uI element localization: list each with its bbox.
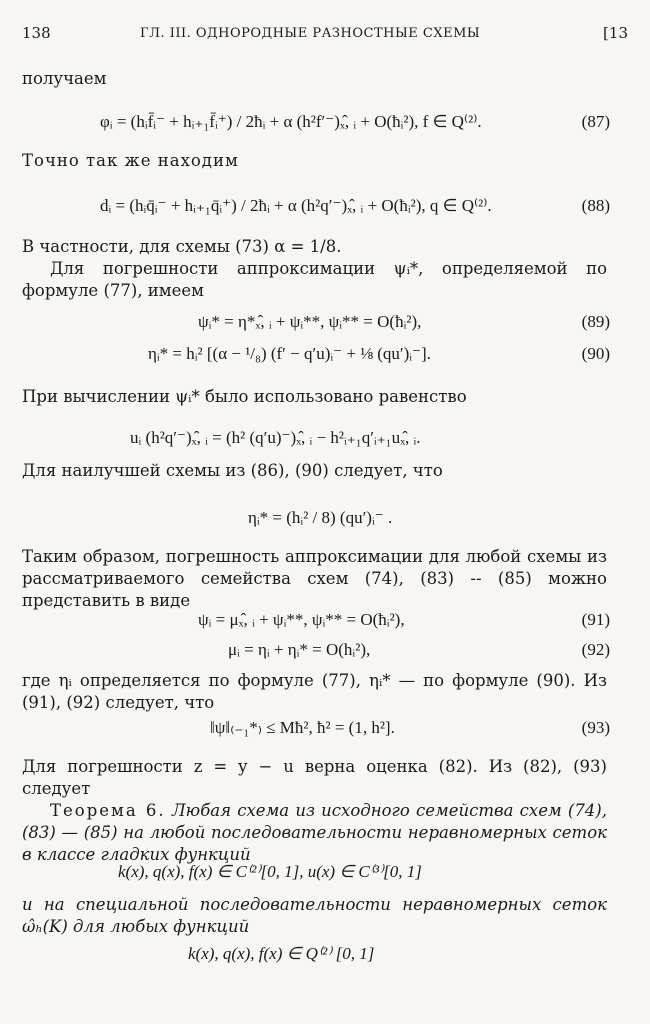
equation-number-92: (92) xyxy=(581,640,610,659)
text-pri-vychislenii: При вычислении ψᵢ* было использовано равенство xyxy=(22,387,467,406)
equation-number-87: (87) xyxy=(581,112,610,131)
equation-87: φᵢ = (hᵢf̄ᵢ⁻ + hᵢ₊₁f̄ᵢ⁺) / 2ħᵢ + α (h²f′⁻)ₓ̂, ᵢ + O(ħᵢ²), f ∈ Q⁽²⁾. xyxy=(100,112,482,131)
equation-92: μᵢ = ηᵢ + ηᵢ* = O(hᵢ²), xyxy=(228,640,371,659)
equation-number-91: (91) xyxy=(581,610,610,629)
text-tochno: Точно так же находим xyxy=(22,151,239,170)
theorem-6 xyxy=(22,800,607,866)
section-ref: [13 xyxy=(603,24,628,42)
text-chastnosti: В частности, для схемы (73) α = 1/8. xyxy=(22,237,342,256)
equation-class-c: k(x), q(x), f(x) ∈ C⁽²⁾[0, 1], u(x) ∈ C⁽³⁾[0, 1] xyxy=(118,862,422,881)
equation-ravenstvo: uᵢ (h²q′⁻)ₓ̂, ᵢ = (h² (q′u)⁻)ₓ̂, ᵢ − h²ᵢ₊₁q′ᵢ₊₁uₓ̂, ᵢ. xyxy=(130,428,421,447)
equation-number-90: (90) xyxy=(581,344,610,363)
equation-89: ψᵢ* = η*ₓ̂, ᵢ + ψᵢ**, ψᵢ** = O(ħᵢ²), xyxy=(198,312,422,331)
text-takim-obrazom: Таким образом, погрешность аппроксимации для любой схемы из рассматриваемого семейства схем (74), (83) -- (85) можно представить в виде xyxy=(22,547,607,610)
theorem-text: Любая схема из исходного семейства схем (74), (83) — (85) на любой последовательности неравномерных сеток в классе гладких функций xyxy=(22,801,607,864)
text-poluchaem: получаем xyxy=(22,69,107,88)
running-title: ГЛ. III. ОДНОРОДНЫЕ РАЗНОСТНЫЕ СХЕМЫ xyxy=(140,26,481,41)
text-dlya-pogreshnosti: Для погрешности аппроксимации ψᵢ*, определяемой по формуле (77), имеем xyxy=(22,259,607,300)
equation-number-89: (89) xyxy=(581,312,610,331)
equation-eta: ηᵢ* = (hᵢ² / 8) (qu′)ᵢ⁻ . xyxy=(248,508,393,527)
equation-class-q: k(x), q(x), f(x) ∈ Q⁽²⁾ [0, 1] xyxy=(188,944,375,963)
equation-91: ψᵢ = μₓ̂, ᵢ + ψᵢ**, ψᵢ** = O(ħᵢ²), xyxy=(198,610,405,629)
text-dlya-z: Для погрешности z = y − u верна оценка (82). Из (82), (93) следует xyxy=(22,757,607,798)
text-nailuchshei: Для наилучшей схемы из (86), (90) следует, что xyxy=(22,461,443,480)
page-number: 138 xyxy=(22,24,51,42)
equation-number-88: (88) xyxy=(581,196,610,215)
equation-88: dᵢ = (hᵢq̄ᵢ⁻ + hᵢ₊₁q̄ᵢ⁺) / 2ħᵢ + α (h²q′⁻)ₓ̂, ᵢ + O(ħᵢ²), q ∈ Q⁽²⁾. xyxy=(100,196,492,215)
theorem-label: Теорема 6. xyxy=(50,801,166,820)
text-i-na-specialnoi: и на специальной последовательности неравномерных сеток ω̂ₕ(K) для любых функций xyxy=(22,895,607,936)
text-gde: где ηᵢ определяется по формуле (77), ηᵢ* — по формуле (90). Из (91), (92) следует, что xyxy=(22,671,607,712)
equation-93: ‖ψ‖₍₋₁*₎ ≤ Mħ², ħ² = (1, h²]. xyxy=(210,718,395,737)
equation-number-93: (93) xyxy=(581,718,610,737)
equation-90: ηᵢ* = hᵢ² [(α − ¹/₈) (f′ − q′u)ᵢ⁻ + ⅛ (qu′)ᵢ⁻]. xyxy=(148,344,431,363)
